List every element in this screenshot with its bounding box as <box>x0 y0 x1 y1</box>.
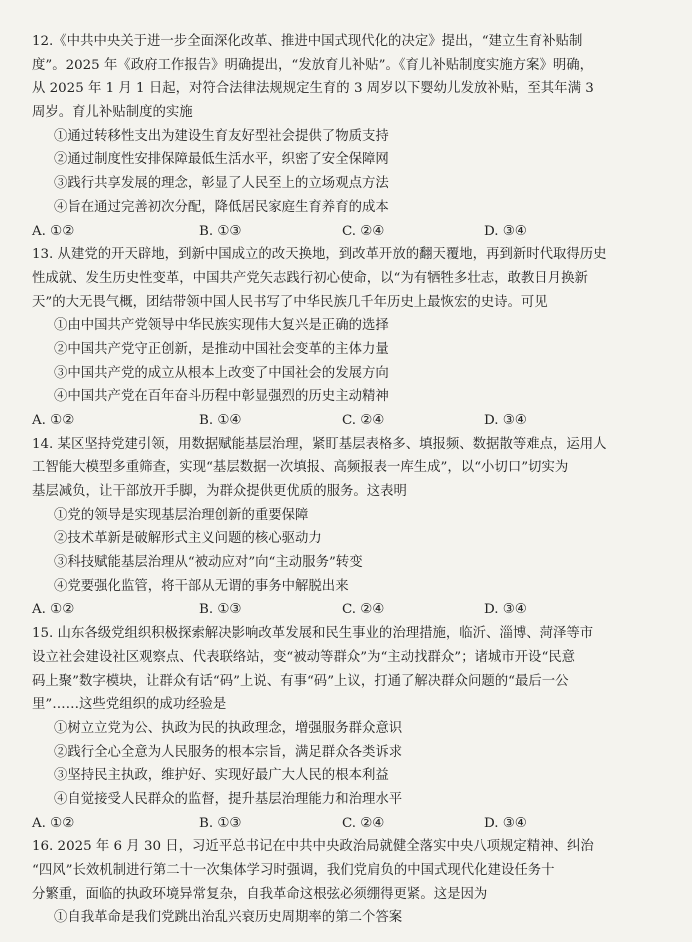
q16-option-1: ①自我革命是我们党跳出治乱兴衰历史周期率的第二个答案 <box>54 910 403 926</box>
q13-choice-b: B. ①④ <box>199 412 242 428</box>
q14-choices <box>32 598 660 622</box>
q15-choice-b: B. ①③ <box>199 815 242 831</box>
q13-stem-line-3: 天”的大无畏气概，团结带领中国人民书写了中华民族几千年历史上最恢宏的史诗。可见 <box>32 294 548 310</box>
q13-choice-c: C. ②④ <box>342 412 385 428</box>
q14-option-4: ④党要强化监管，将干部从无谓的事务中解脱出来 <box>54 578 349 594</box>
q15-option-1: ①树立立党为公、执政为民的执政理念，增强服务群众意识 <box>54 720 403 736</box>
q12-stem-line-1: 12.《中共中央关于进一步全面深化改革、推进中国式现代化的决定》提出，“建立生育补贴制 <box>32 34 583 49</box>
q13-choice-d: D. ③④ <box>484 412 527 428</box>
q12-option-4: ④旨在通过完善初次分配，降低居民家庭生育养育的成本 <box>54 199 389 215</box>
q14-choice-d: D. ③④ <box>484 602 527 618</box>
q15-option-4: ④自觉接受人民群众的监督，提升基层治理能力和治理水平 <box>54 791 403 807</box>
q14-choice-a: A. ①② <box>32 602 75 618</box>
q12-stem-line-4: 周岁。育儿补贴制度的实施 <box>32 105 193 121</box>
q13-choices <box>32 409 660 433</box>
q14-option-1: ①党的领导是实现基层治理创新的重要保障 <box>54 507 309 523</box>
q12-choice-a: A. ①② <box>32 223 75 239</box>
q14-stem-line-3: 基层减负，让干部放开手脚，为群众提供更优质的服务。这表明 <box>32 484 407 499</box>
q12-option-1: ①通过转移性支出为建设生育友好型社会提供了物质支持 <box>54 128 389 144</box>
q13-option-3: ③中国共产党的成立从根本上改变了中国社会的发展方向 <box>54 365 389 381</box>
q12-choice-b: B. ①③ <box>199 223 242 239</box>
q14-stem-line-2: 工智能大模型多重筛查，实现“基层数据一次填报、高频报表一库生成”，以“小切口”切实为 <box>32 460 569 476</box>
q15-option-3: ③坚持民主执政，维护好、实现好最广大人民的根本利益 <box>54 768 389 784</box>
q15-choices <box>32 812 660 836</box>
q12-stem-line-2: 度”。2025 年《政府工作报告》明确提出，“发放育儿补贴”。《育儿补贴制度实施方案》明确， <box>32 57 594 73</box>
q15-option-2: ②践行全心全意为人民服务的根本宗旨，满足群众各类诉求 <box>54 744 403 760</box>
q12-option-3: ③践行共享发展的理念，彰显了人民至上的立场观点方法 <box>54 176 389 192</box>
q15-choice-d: D. ③④ <box>484 815 527 831</box>
q16-stem-line-3: 分繁重，面临的执政环境异常复杂，自我革命这根弦必须绷得更紧。这是因为 <box>32 886 488 902</box>
q12-choice-c: C. ②④ <box>342 223 385 239</box>
q15-stem-line-3: 码上聚”数字模块，让群众有话“码”上说、有事“码”上议，打通了解决群众问题的“最后一公 <box>32 673 569 689</box>
q14-choice-c: C. ②④ <box>342 602 385 618</box>
q13-stem-line-1: 13. 从建党的开天辟地，到新中国成立的改天换地，到改革开放的翻天覆地，再到新时代取得历史 <box>32 247 607 263</box>
q16-stem-line-2: “四风”长效机制进行第二十一次集体学习时强调，我们党肩负的中国式现代化建设任务十 <box>32 862 555 878</box>
q13-stem-line-2: 性成就、发生历史性变革，中国共产党矢志践行初心使命，以“为有牺牲多壮志，敢教日月换新 <box>32 270 588 286</box>
q13-option-2: ②中国共产党守正创新，是推动中国社会变革的主体力量 <box>54 341 389 357</box>
q15-choice-c: C. ②④ <box>342 815 385 831</box>
q15-stem-line-2: 设立社会建设社区观察点、代表联络站，变“被动等群众”为“主动找群众”；诸城市开设“民意 <box>32 649 576 665</box>
q14-choice-b: B. ①③ <box>199 602 242 618</box>
q14-option-2: ②技术革新是破解形式主义问题的核心驱动力 <box>54 531 322 547</box>
q16-stem-line-1: 16. 2025 年 6 月 30 日，习近平总书记在中共中央政治局就健全落实中央八项规定精神、纠治 <box>32 839 594 855</box>
q12-option-2: ②通过制度性安排保障最低生活水平，织密了安全保障网 <box>54 152 389 168</box>
q13-option-1: ①由中国共产党领导中华民族实现伟大复兴是正确的选择 <box>54 318 389 334</box>
q15-stem-line-1: 15. 山东各级党组织积极探索解决影响改革发展和民生事业的治理措施，临沂、淄博、菏泽等市 <box>32 626 594 642</box>
q12-choices <box>32 220 660 244</box>
q12-stem-line-3: 从 2025 年 1 月 1 日起，对符合法律法规规定生育的 3 周岁以下婴幼儿发放补贴，至其年满 3 <box>32 81 594 97</box>
q12-choice-d: D. ③④ <box>484 223 527 239</box>
q13-option-4: ④中国共产党在百年奋斗历程中彰显强烈的历史主动精神 <box>54 389 389 405</box>
q13-choice-a: A. ①② <box>32 412 75 428</box>
q14-option-3: ③科技赋能基层治理从“被动应对”向“主动服务”转变 <box>54 555 363 571</box>
q15-choice-a: A. ①② <box>32 815 75 831</box>
q15-stem-line-4: 里”……这些党组织的成功经验是 <box>32 697 227 713</box>
q14-stem-line-1: 14. 某区坚持党建引领，用数据赋能基层治理，紧盯基层表格多、填报频、数据散等难点，运用人 <box>32 436 607 452</box>
